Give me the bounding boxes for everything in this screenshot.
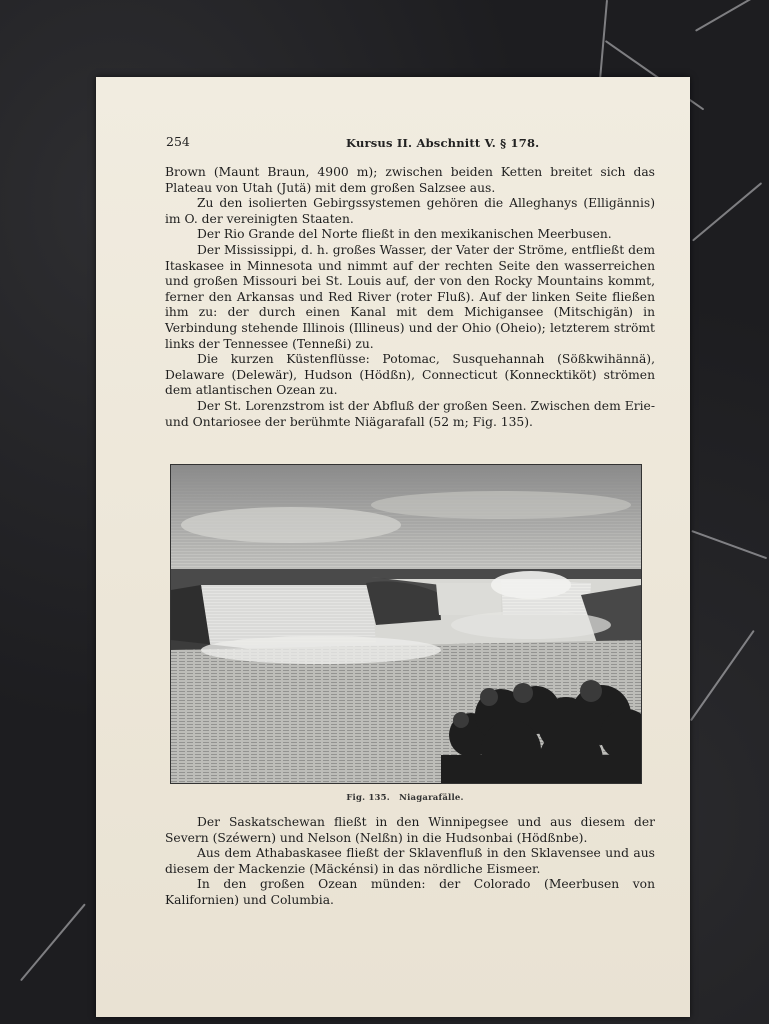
book-page <box>96 77 690 1017</box>
marble-vein <box>690 630 755 721</box>
running-head: Kursus II. Abschnitt V. § 178. <box>346 136 540 150</box>
marble-vein <box>692 182 762 241</box>
marble-vein <box>20 903 86 981</box>
paragraph: Zu den isolierten Gebirgssystemen gehören die Alleghanys (Elligännis) im O. der vereinigten Staaten. <box>165 196 655 226</box>
paragraph: Brown (Maunt Braun, 4900 m); zwischen beiden Ketten breitet sich das Plateau von Utah (Jutä) mit dem großen Salzsee aus. <box>165 165 655 195</box>
niagara-falls-engraving <box>170 464 642 784</box>
paragraph: Der Mississippi, d. h. großes Wasser, der Vater der Ströme, entfließt dem Itaskasee in Minnesota und nimmt auf der rechten Seite den wasserreichen und großen Missouri bei St. Louis auf, der von den Rocky Mountains kommt, ferner den Arkansas und Red River (roter Fluß). Auf der linken Seite fließen ihm zu: der durch einen Kanal mit dem Michigansee (Mitschigän) in Verbindung stehende Illinois (Illineus) und der Ohio (Oheio); letzterem strömt links der Tennessee (Tenneßi) zu. <box>165 242 655 351</box>
figure-title: Niagarafälle. <box>399 793 464 803</box>
paragraph: Die kurzen Küstenflüsse: Potomac, Susquehannah (Sößkwihännä), Delaware (Delewär), Hudson (Hödßn), Connecticut (Konnecktiköt) strömen dem atlantischen Ozean zu. <box>165 352 655 398</box>
body-text-bottom <box>165 815 655 909</box>
body-text-top <box>165 165 655 430</box>
paragraph: Der Rio Grande del Norte fließt in den mexikanischen Meerbusen. <box>197 227 612 242</box>
marble-vein <box>695 0 769 32</box>
paragraph: Aus dem Athabaskasee fließt der Sklavenfluß in den Sklavensee und aus diesem der Mackenzie (Mäckénsi) in das nördliche Eismeer. <box>165 846 655 876</box>
paragraph: Der Saskatschewan fließt in den Winnipegsee und aus diesem der Severn (Széwern) und Nelson (Nelßn) in die Hudsonbai (Hödßnbe). <box>165 815 655 845</box>
figure-caption <box>170 793 640 803</box>
paragraph: Der St. Lorenzstrom ist der Abfluß der großen Seen. Zwischen dem Erie- und Ontariosee der berühmte Niägarafall (52 m; Fig. 135). <box>165 398 655 429</box>
engraving-illustration <box>171 465 641 783</box>
page-number: 254 <box>166 134 190 149</box>
figure-label: Fig. 135. <box>346 793 390 803</box>
paragraph: In den großen Ozean münden: der Colorado (Meerbusen von Kalifornien) und Columbia. <box>165 877 655 907</box>
marble-vein <box>691 530 767 559</box>
